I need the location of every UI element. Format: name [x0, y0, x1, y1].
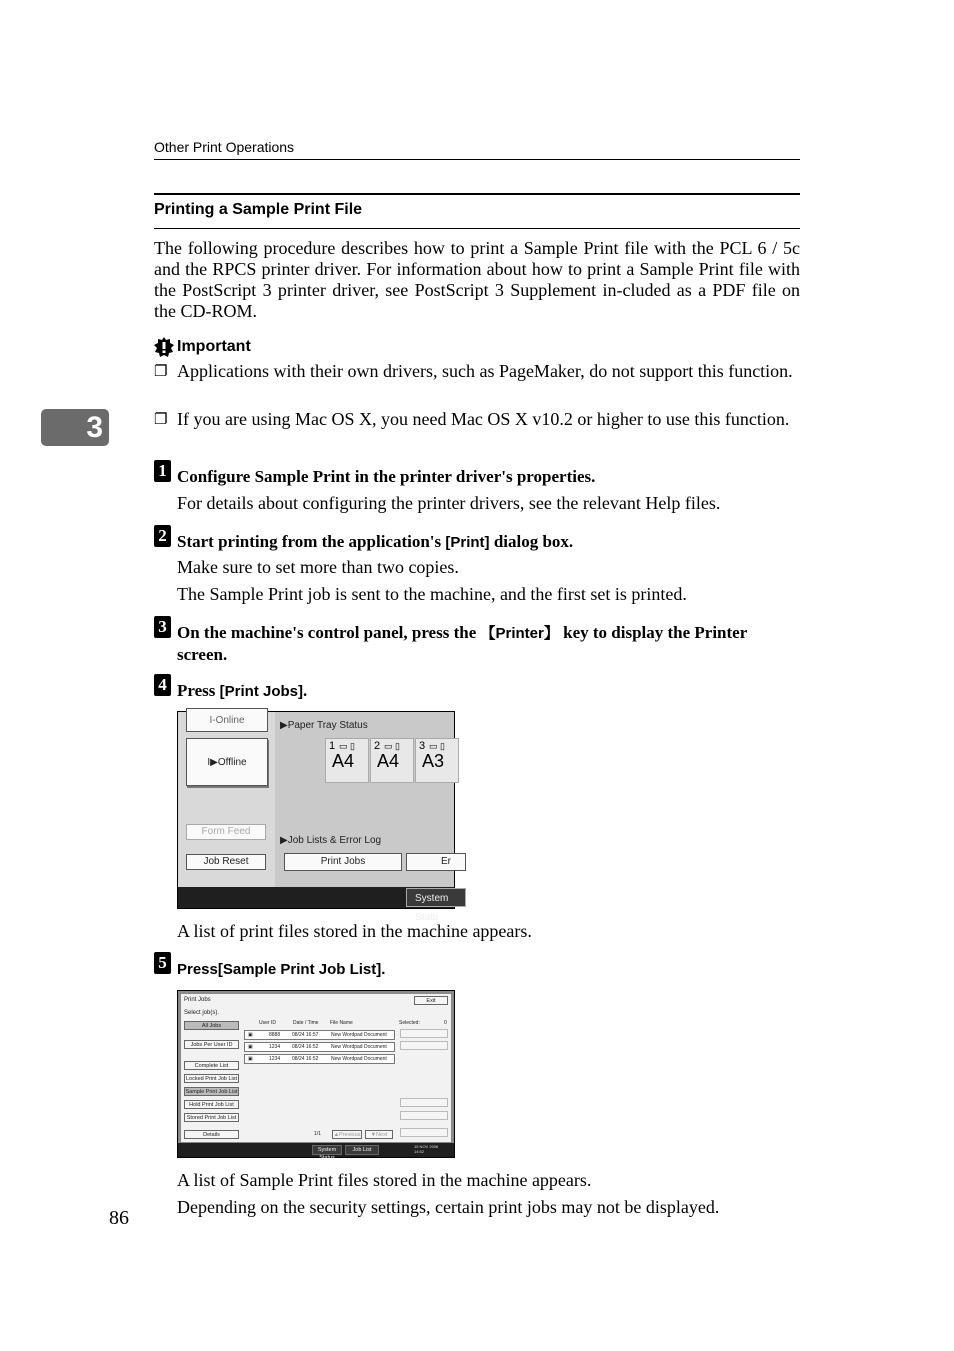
offline-button[interactable]: I▶Offline: [186, 738, 268, 786]
system-status-button[interactable]: System Status: [312, 1145, 342, 1155]
tray-2: 2 ▭ ▯ A4: [370, 738, 414, 783]
details-button[interactable]: Details: [184, 1130, 239, 1139]
tray-icon: ▭ ▯: [384, 741, 400, 751]
job-lists-label: ▶Job Lists & Error Log: [280, 835, 382, 846]
selected-label: Selected:: [399, 1020, 420, 1026]
step-result: A list of Sample Print files stored in the machine appears.: [177, 1170, 592, 1190]
row-checkbox-icon: ▣: [248, 1032, 253, 1038]
online-button[interactable]: I-Online: [186, 708, 268, 732]
important-icon: [154, 337, 174, 357]
checkbox-icon: ❐: [154, 362, 168, 380]
section-rule-top: [154, 193, 800, 195]
section-title: Printing a Sample Print File: [154, 201, 363, 218]
important-label: Important: [177, 338, 251, 355]
selected-count: 0: [444, 1020, 447, 1026]
locked-print-job-list-button[interactable]: Locked Print Job List: [185, 1076, 238, 1082]
step-number: 1: [154, 460, 171, 482]
intro-paragraph: The following procedure describes how to print a Sample Print file with the PCL 6 / 5c and the RPCS printer driver. For information about how to print a Sample Print file with the PostScript 3 printer driver, see PostScript 3 Supplement in-cluded as a PDF file on the CD-ROM.: [154, 238, 800, 321]
ui-key-label: 【Printer】: [480, 625, 559, 642]
tray-1: 1 ▭ ▯ A4: [325, 738, 369, 783]
step-body: Make sure to set more than two copies.: [177, 557, 459, 577]
printer-screen-screenshot: [177, 711, 455, 923]
step-body: For details about configuring the printer drivers, see the relevant Help files.: [177, 493, 721, 513]
step-title: Configure Sample Print in the printer driver's properties.: [177, 467, 596, 486]
select-jobs-label: Select job(s).: [184, 1010, 220, 1016]
column-user-id: User ID: [259, 1020, 276, 1026]
row-checkbox-icon: ▣: [248, 1056, 253, 1062]
ui-key-label: [Print Jobs]: [219, 683, 303, 700]
complete-list-button[interactable]: Complete List: [184, 1061, 239, 1070]
next-button[interactable]: ▼Next: [365, 1130, 393, 1139]
page-number: 86: [109, 1207, 129, 1229]
table-row[interactable]: ▣ 1234 08/24 16:52 New Wordpad Document: [244, 1042, 395, 1052]
chapter-number: 3: [86, 411, 103, 444]
ui-key-label: [Print]: [445, 534, 490, 551]
step-number: 2: [154, 525, 171, 547]
paper-tray-status-label: ▶Paper Tray Status: [280, 720, 368, 731]
job-reset-button[interactable]: Job Reset: [186, 854, 266, 870]
ui-key-label: [Sample Print Job List]: [217, 961, 382, 978]
step-title: Press [Print Jobs].: [177, 681, 308, 700]
header-rule: [154, 159, 800, 160]
step-body: The Sample Print job is sent to the machine, and the first set is printed.: [177, 584, 687, 604]
tray-3: 3 ▭ ▯ A3: [415, 738, 459, 783]
print-jobs-title: Print Jobs: [184, 997, 211, 1003]
running-header: Other Print Operations: [154, 139, 295, 155]
step-title: Start printing from the application's [Print] dialog box.: [177, 532, 574, 551]
row-checkbox-icon: ▣: [248, 1044, 253, 1050]
hold-print-job-list-button[interactable]: Hold Print Job List: [184, 1100, 239, 1109]
step-number: 4: [154, 674, 171, 696]
tray-icon: ▭ ▯: [339, 741, 355, 751]
step-result: Depending on the security settings, certain print jobs may not be displayed.: [177, 1197, 720, 1217]
step-result: A list of print files stored in the machine appears.: [177, 921, 532, 941]
clock-readout: 15 NOV 2006 14:52: [414, 1144, 439, 1154]
table-row[interactable]: ▣ 1234 08/24 16:52 New Wordpad Document: [244, 1054, 395, 1064]
form-feed-button[interactable]: Form Feed: [186, 824, 266, 840]
column-file-name: File Name: [330, 1020, 353, 1026]
right-action-button[interactable]: [400, 1128, 448, 1137]
important-heading: [154, 337, 251, 357]
job-list-button[interactable]: Job List: [345, 1145, 379, 1155]
previous-button[interactable]: ▲Previous: [333, 1132, 361, 1138]
table-row[interactable]: ▣ 8888 08/24 16:57 New Wordpad Document: [244, 1030, 395, 1040]
system-status-button[interactable]: System Statu: [406, 888, 466, 907]
print-jobs-button[interactable]: Print Jobs: [284, 853, 402, 871]
important-item-text: If you are using Mac OS X, you need Mac OS X v10.2 or higher to use this function.: [177, 409, 790, 429]
tray-icon: ▭ ▯: [429, 741, 445, 751]
important-item: [154, 409, 800, 429]
exit-button[interactable]: Exit: [414, 996, 448, 1005]
jobs-per-user-button[interactable]: Jobs Per User ID: [184, 1040, 239, 1049]
right-action-button[interactable]: [400, 1041, 448, 1050]
step-title: Press[Sample Print Job List].: [177, 961, 386, 978]
stored-print-job-list-button[interactable]: Stored Print Job List: [184, 1113, 239, 1122]
print-jobs-screenshot: [177, 990, 455, 1161]
page-indicator: 1/1: [314, 1131, 321, 1137]
step-number: 3: [154, 616, 171, 638]
section-rule-bottom: [154, 228, 800, 229]
right-action-button[interactable]: [400, 1029, 448, 1038]
important-item-text: Applications with their own drivers, such as PageMaker, do not support this function.: [177, 361, 793, 381]
error-log-button[interactable]: Er: [406, 853, 466, 871]
column-date-time: Date / Time: [293, 1020, 319, 1026]
checkbox-icon: ❐: [154, 410, 168, 428]
step-title: On the machine's control panel, press the 【Printer】 key to display the Printer screen.: [177, 623, 747, 664]
sample-print-job-list-button[interactable]: Sample Print Job List: [185, 1089, 238, 1095]
important-item: [154, 361, 800, 381]
all-jobs-button[interactable]: All Jobs: [184, 1021, 239, 1030]
right-action-button[interactable]: [400, 1098, 448, 1107]
right-action-button[interactable]: [400, 1111, 448, 1120]
step-number: 5: [154, 952, 171, 974]
